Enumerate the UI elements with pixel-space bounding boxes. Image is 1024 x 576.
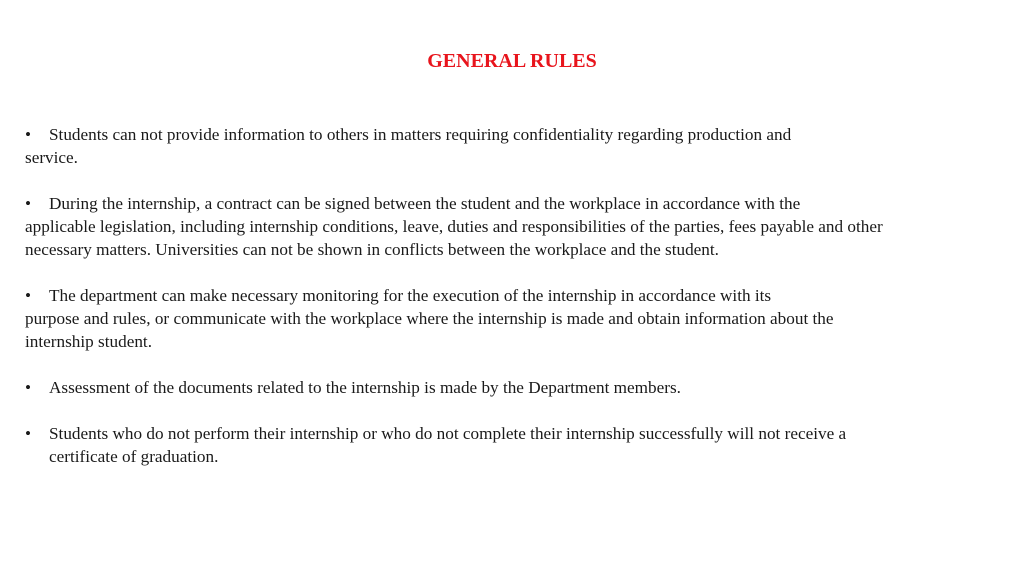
bullet-icon: • (25, 286, 32, 305)
rule-line: service. (25, 148, 78, 167)
bullet-icon: • (25, 125, 32, 144)
bullet-icon: • (25, 194, 32, 213)
rule-item-confidentiality (25, 123, 1000, 169)
rule-line: purpose and rules, or communicate with the workplace where the internship is made and obtain information about the (25, 309, 834, 328)
bullet-icon: • (25, 424, 32, 443)
rule-line: necessary matters. Universities can not be shown in conflicts between the workplace and the student. (25, 240, 719, 259)
rule-line: applicable legislation, including internship conditions, leave, duties and responsibilities of the parties, fees payable and other (25, 217, 883, 236)
rule-line: • The department can make necessary monitoring for the execution of the internship in accordance with its (25, 286, 772, 305)
rule-item-certificate (25, 422, 1000, 468)
bullet-icon: • (25, 378, 32, 397)
rule-item-contract (25, 192, 1000, 261)
rule-line: • During the internship, a contract can be signed between the student and the workplace in accordance with the (25, 194, 801, 213)
rule-line: • Students can not provide information to others in matters requiring confidentiality regarding production and (25, 125, 792, 144)
rule-line: • Students who do not perform their internship or who do not complete their internship successfully will not receive a (25, 424, 847, 443)
rule-line: • Assessment of the documents related to the internship is made by the Department members. (25, 378, 681, 397)
rule-item-assessment (25, 376, 1000, 399)
rule-line: internship student. (25, 332, 152, 351)
rules-list (25, 123, 1000, 491)
rule-item-monitoring (25, 284, 1000, 353)
rule-line: certificate of graduation. (49, 447, 219, 466)
page-title: GENERAL RULES (427, 50, 597, 72)
